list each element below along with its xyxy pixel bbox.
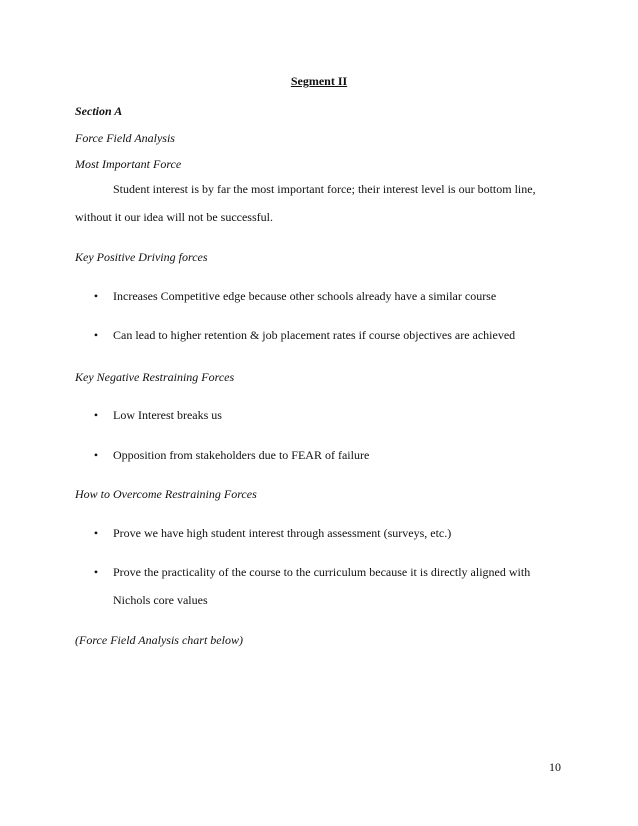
positive-item-1: Increases Competitive edge because other schools already have a similar course	[113, 289, 497, 303]
bullet-marker: •	[93, 328, 99, 342]
bullet-marker: •	[93, 448, 99, 462]
bullet-marker: •	[93, 408, 99, 422]
overcome-item-1: Prove we have high student interest through assessment (surveys, etc.)	[113, 526, 452, 540]
most-important-paragraph-line1: Student interest is by far the most important force; their interest level is our bottom line,	[113, 182, 536, 196]
section-title: Section A	[75, 104, 123, 118]
negative-item-2: Opposition from stakeholders due to FEAR of failure	[113, 448, 370, 462]
overcome-forces-label: How to Overcome Restraining Forces	[75, 487, 257, 501]
subtitle-force-field: Force Field Analysis	[75, 131, 175, 145]
bullet-marker: •	[93, 565, 99, 579]
bullet-marker: •	[93, 289, 99, 303]
page-number: 10	[549, 760, 561, 774]
overcome-item-2: Prove the practicality of the course to the curriculum because it is directly aligned with	[113, 565, 531, 579]
negative-forces-label: Key Negative Restraining Forces	[75, 370, 235, 384]
chart-note: (Force Field Analysis chart below)	[75, 633, 243, 647]
overcome-item-2-continuation: Nichols core values	[113, 593, 208, 607]
most-important-label: Most Important Force	[75, 157, 182, 171]
most-important-paragraph-line2: without it our idea will not be successful.	[75, 210, 273, 224]
negative-item-1: Low Interest breaks us	[113, 408, 222, 422]
positive-forces-label: Key Positive Driving forces	[75, 250, 208, 264]
bullet-marker: •	[93, 526, 99, 540]
positive-item-2: Can lead to higher retention & job placement rates if course objectives are achieved	[113, 328, 516, 342]
segment-heading: Segment II	[290, 74, 348, 88]
